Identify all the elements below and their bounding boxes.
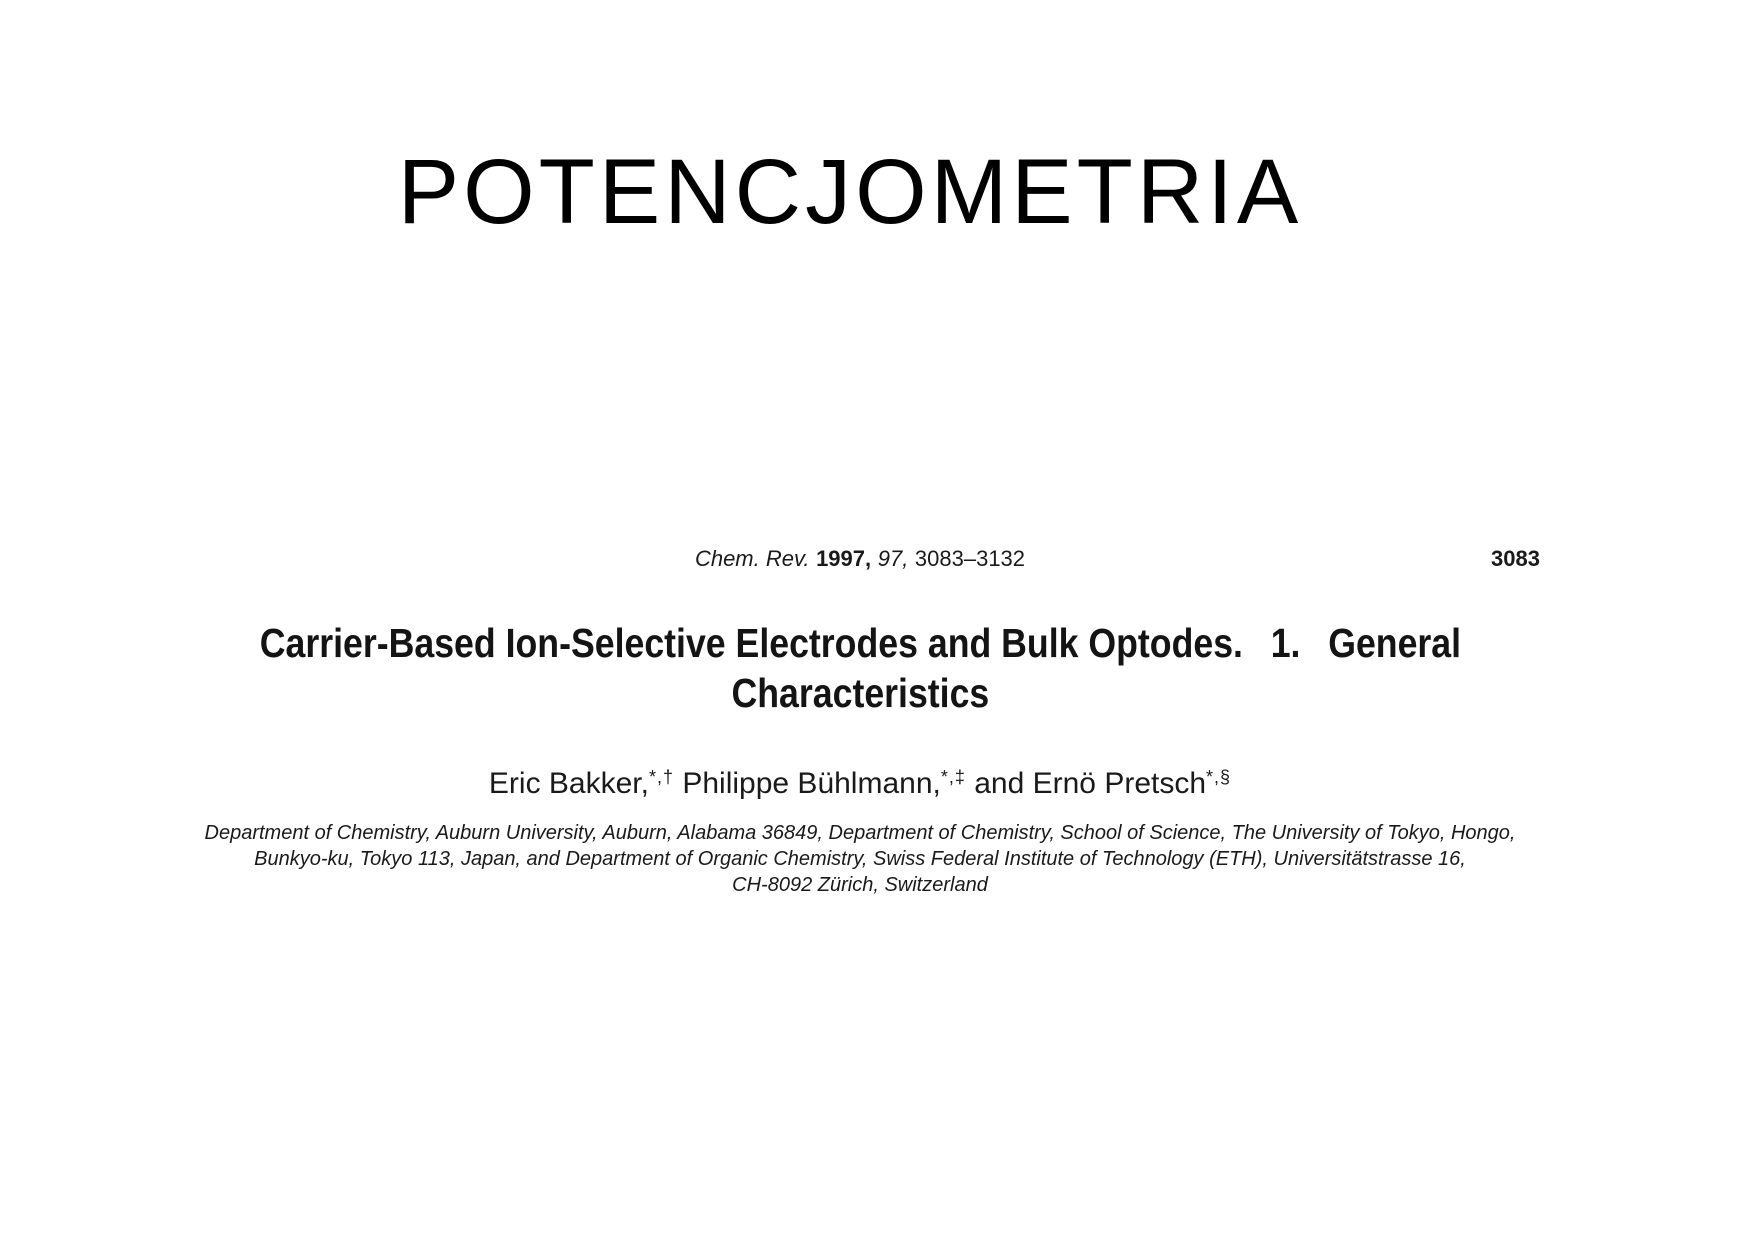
slide-title: POTENCJOMETRIA (397, 141, 1303, 243)
author-name: Philippe Bühlmann, (674, 767, 941, 800)
authors-line (160, 759, 1560, 802)
author-marks: *,‡ (940, 767, 966, 787)
affiliation-line-3: CH-8092 Zürich, Switzerland (732, 874, 988, 896)
affiliation-line-1: Department of Chemistry, Auburn University, Auburn, Alabama 36849, Department of Chemistry, School of Science, The University of Tokyo, Hongo, (204, 822, 1516, 844)
author-name: Eric Bakker, (488, 767, 649, 800)
page-number: 3083 (1491, 546, 1540, 571)
journal-citation-line (160, 546, 1560, 572)
paper-title-line-2: Characteristics (731, 670, 989, 716)
citation-year: 1997, (816, 546, 872, 571)
paper-header-scan (160, 0, 1560, 1240)
citation-volume: 97, (877, 546, 909, 571)
author-marks: *,† (648, 767, 675, 787)
affiliations-block (160, 820, 1560, 898)
paper-title (160, 618, 1560, 718)
citation-journal: Chem. Rev. (694, 546, 810, 571)
citation-pages: 3083–3132 (914, 546, 1026, 571)
paper-title-line-1: Carrier-Based Ion-Selective Electrodes and Bulk Optodes. 1. General (259, 620, 1461, 666)
affiliation-line-2: Bunkyo-ku, Tokyo 113, Japan, and Department of Organic Chemistry, Swiss Federal Institute of Technology (ETH), Universitätstrasse 16, (254, 848, 1466, 870)
author-name: and Ernö Pretsch (965, 767, 1207, 800)
author-marks: *,§ (1206, 767, 1232, 787)
paper-title-text (259, 618, 1460, 718)
